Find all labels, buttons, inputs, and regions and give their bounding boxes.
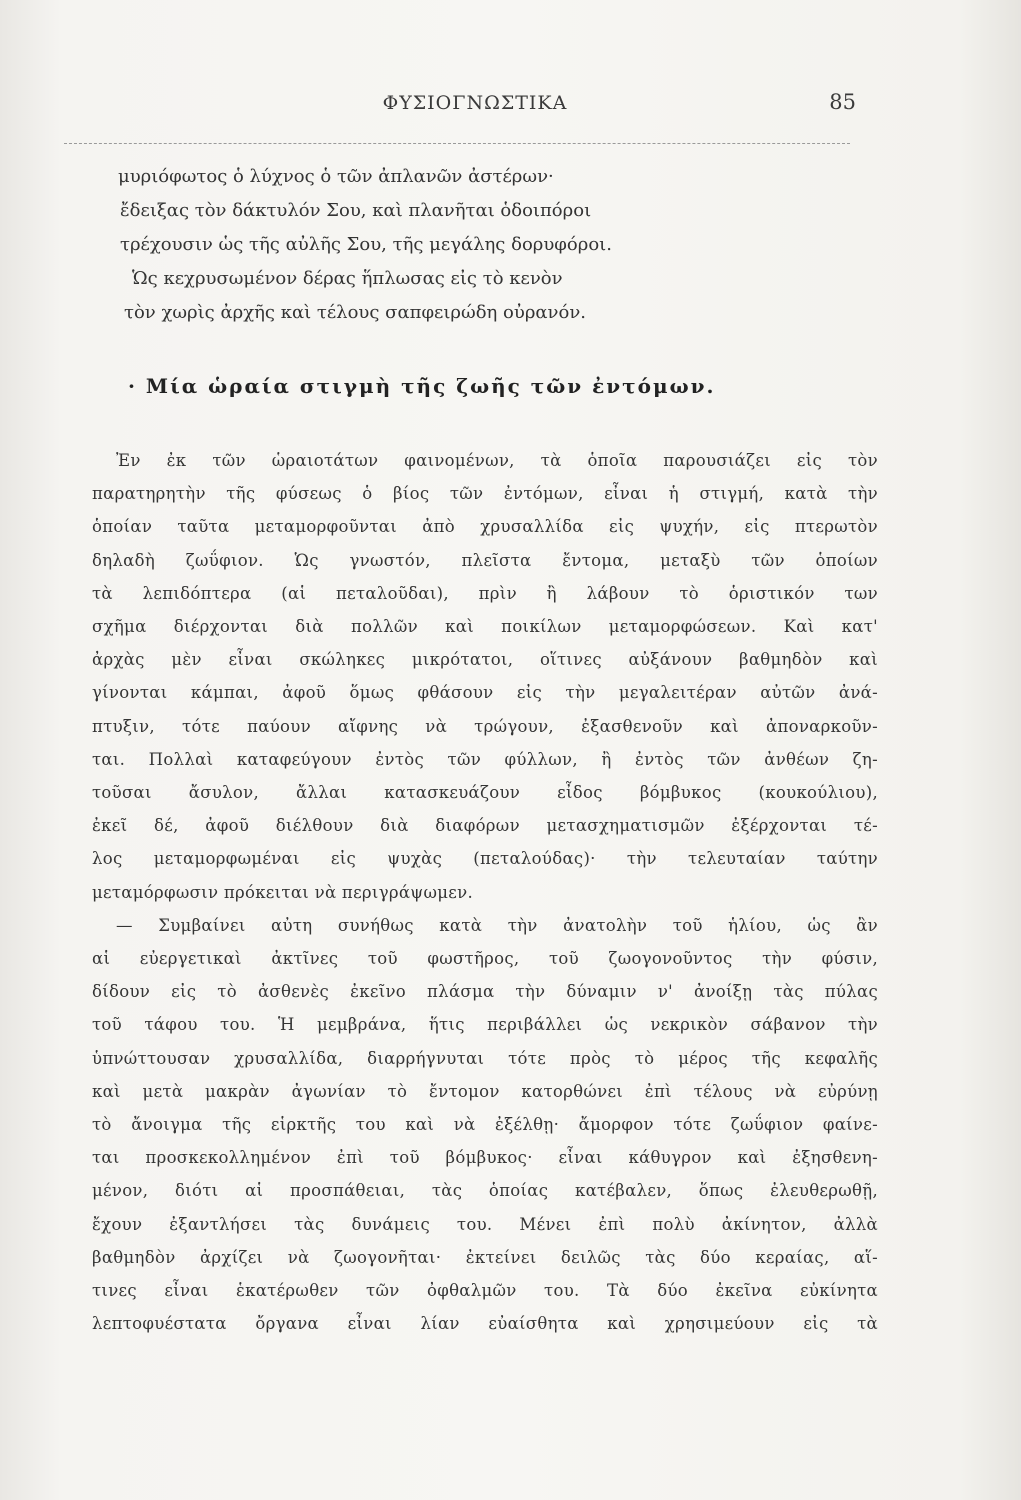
body-line: λεπτοφυέστατα ὄργανα εἶναι λίαν εὐαίσθητα καὶ χρησιμεύουν εἰς τὰ <box>92 1314 878 1334</box>
body-line: τοῦ τάφου του. Ἡ μεμβράνα, ἥτις περιβάλλει ὡς νεκρικὸν σάβανον τὴν <box>92 1015 878 1035</box>
body-line: ται. Πολλαὶ καταφεύγουν ἐντὸς τῶν φύλλων, ἢ ἐντὸς τῶν ἀνθέων ζη- <box>92 749 878 769</box>
poem-line: τρέχουσιν ὡς τῆς αὐλῆς Σου, τῆς μεγάλης δορυφόροι. <box>120 234 612 255</box>
body-paragraphs <box>92 444 878 1340</box>
body-line: μεταμόρφωσιν πρόκειται νὰ περιγράψωμεν. <box>92 882 474 902</box>
poem-line: τὸν χωρὶς ἀρχῆς καὶ τέλους σαπφειρώδη οὐρανόν. <box>124 302 586 323</box>
body-line: ὁποίαν ταῦτα μεταμορφοῦνται ἀπὸ χρυσαλλίδα εἰς ψυχήν, εἰς πτερωτὸν <box>92 517 878 537</box>
body-line: ται προσκεκολλημένον ἐπὶ τοῦ βόμβυκος· εἶναι κάθυγρον καὶ ἐξησθενη- <box>92 1148 878 1168</box>
body-line: τινες εἶναι ἑκατέρωθεν τῶν ὀφθαλμῶν του. Τὰ δύο ἐκεῖνα εὐκίνητα <box>92 1281 878 1301</box>
body-line: βαθμηδὸν ἀρχίζει νὰ ζωογονῆται· ἐκτείνει δειλῶς τὰς δύο κεραίας, αἵ- <box>92 1247 878 1267</box>
page-number: 85 <box>829 90 856 114</box>
body-line: καὶ μετὰ μακρὰν ἀγωνίαν τὸ ἔντομον κατορθώνει ἐπὶ τέλους νὰ εὐρύνῃ <box>92 1081 878 1101</box>
body-line: δίδουν εἰς τὸ ἀσθενὲς ἐκεῖνο πλάσμα τὴν δύναμιν ν' ἀνοίξῃ τὰς πύλας <box>92 982 878 1002</box>
body-line: σχῆμα διέρχονται διὰ πολλῶν καὶ ποικίλων μεταμορφώσεων. Καὶ κατ' <box>92 617 878 637</box>
body-line: δηλαδὴ ζωΰφιον. Ὡς γνωστόν, πλεῖστα ἔντομα, μεταξὺ τῶν ὁποίων <box>92 550 878 570</box>
body-line: — Συμβαίνει αὐτη συνήθως κατὰ τὴν ἀνατολὴν τοῦ ἡλίου, ὡς ἂν <box>116 915 878 935</box>
poem-line: Ὡς κεχρυσωμένον δέρας ἥπλωσας εἰς τὸ κενὸν <box>132 268 563 289</box>
body-line: τοῦσαι ἄσυλον, ἄλλαι κατασκευάζουν εἶδος βόμβυκος (κουκούλιου), <box>92 783 878 803</box>
poem-line: μυριόφωτος ὁ λύχνος ὁ τῶν ἀπλανῶν ἀστέρων· <box>118 166 554 187</box>
poem-stanza <box>118 160 818 330</box>
body-line: ἀρχὰς μὲν εἶναι σκώληκες μικρότατοι, οἵτινες αὐξάνουν βαθμηδὸν καὶ <box>92 650 878 670</box>
body-line: ἔχουν ἐξαντλήσει τὰς δυνάμεις του. Μένει ἐπὶ πολὺ ἀκίνητον, ἀλλὰ <box>92 1214 878 1234</box>
poem-line: ἔδειξας τὸν δάκτυλόν Σου, καὶ πλανῆται ὁδοιπόροι <box>120 200 592 221</box>
body-line: τὸ ἄνοιγμα τῆς εἱρκτῆς του καὶ νὰ ἐξέλθῃ· ἄμορφον τότε ζωΰφιον φαίνε- <box>92 1115 878 1135</box>
running-title: ΦΥΣΙΟΓΝΩΣΤΙΚΑ <box>382 92 568 114</box>
body-line: ὑπνώττουσαν χρυσαλλίδα, διαρρήγνυται τότε πρὸς τὸ μέρος τῆς κεφαλῆς <box>92 1048 878 1068</box>
header-rule <box>64 143 850 144</box>
page-header <box>80 92 870 124</box>
body-line: Ἐν ἐκ τῶν ὡραιοτάτων φαινομένων, τὰ ὁποῖα παρουσιάζει εἰς τὸν <box>116 451 878 470</box>
section-title: · Μία ὡραία στιγμὴ τῆς ζωῆς τῶν ἐντόμων. <box>128 374 716 398</box>
body-line: ἐκεῖ δέ, ἀφοῦ διέλθουν διὰ διαφόρων μετασχηματισμῶν ἐξέρχονται τέ- <box>92 816 878 836</box>
body-line: αἱ εὐεργετικαὶ ἀκτῖνες τοῦ φωστῆρος, τοῦ ζωογονοῦντος τὴν φύσιν, <box>92 949 878 969</box>
body-line: παρατηρητὴν τῆς φύσεως ὁ βίος τῶν ἐντόμων, εἶναι ἡ στιγμή, κατὰ τὴν <box>92 484 878 504</box>
body-line: γίνονται κάμπαι, ἀφοῦ ὅμως φθάσουν εἰς τὴν μεγαλειτέραν αὐτῶν ἀνά- <box>92 683 878 703</box>
body-line: τὰ λεπιδόπτερα (αἱ πεταλοῦδαι), πρὶν ἢ λάβουν τὸ ὁριστικόν των <box>92 583 878 603</box>
body-line: πτυξιν, τότε παύουν αἴφνης νὰ τρώγουν, ἐξασθενοῦν καὶ ἀποναρκοῦν- <box>92 716 878 736</box>
body-line: λος μεταμορφωμέναι εἰς ψυχὰς (πεταλούδας)· τὴν τελευταίαν ταύτην <box>92 849 878 869</box>
body-line: μένον, διότι αἱ προσπάθειαι, τὰς ὁποίας κατέβαλεν, ὅπως ἐλευθερωθῇ, <box>92 1181 878 1201</box>
